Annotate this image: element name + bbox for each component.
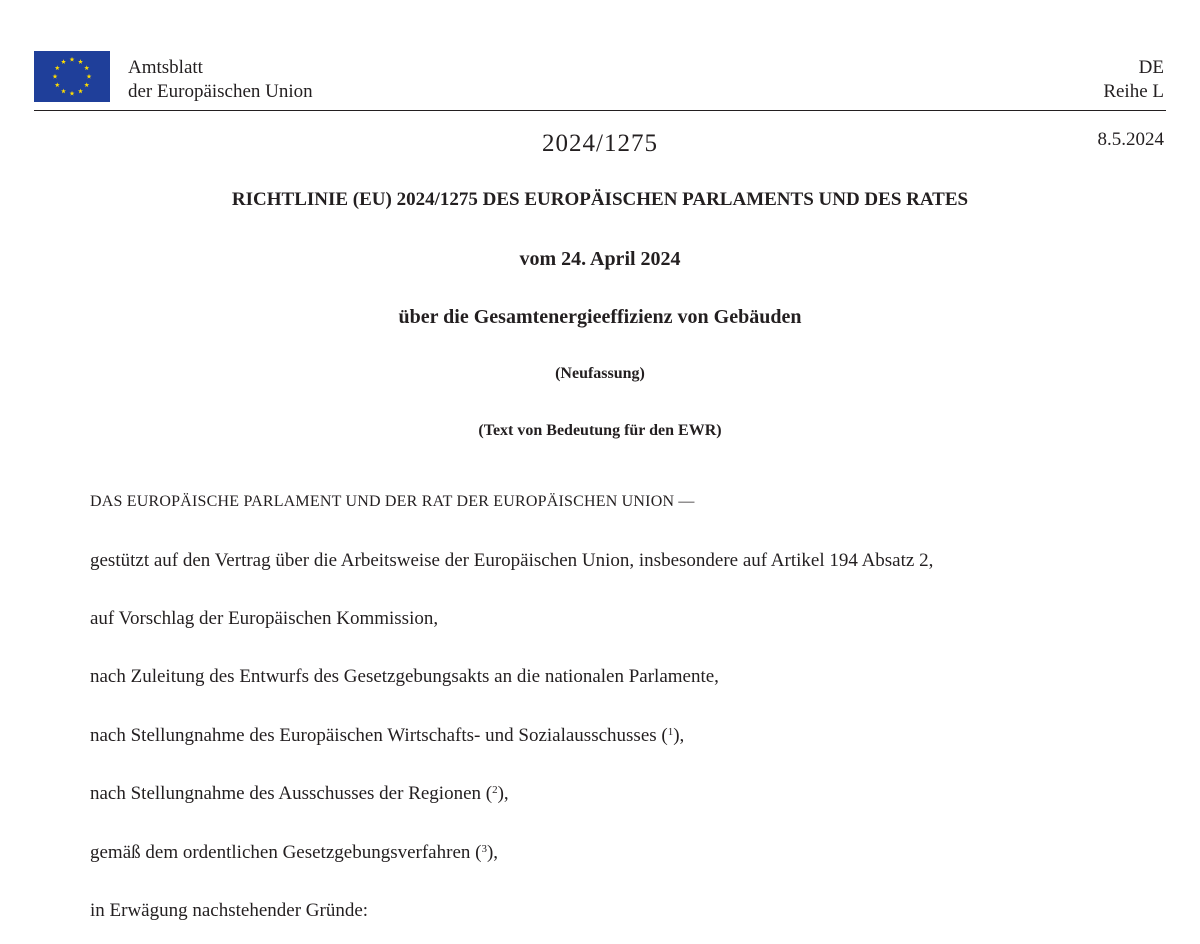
citation-text: nach Stellungnahme des Europäischen Wirtschafts- und Sozialausschusses ( [90, 725, 668, 746]
citation-text-end: ), [486, 842, 499, 863]
journal-title [128, 56, 313, 104]
preamble-intro: DAS EUROPÄISCHE PARLAMENT UND DER RAT DER EUROPÄISCHEN UNION — [90, 493, 695, 510]
footnote-reference[interactable]: 2 [492, 784, 498, 796]
header-divider [34, 110, 1166, 111]
citation-line [90, 723, 684, 749]
citation-line [90, 898, 368, 924]
citation-line [90, 606, 438, 632]
document-title: RICHTLINIE (EU) 2024/1275 DES EUROPÄISCHEN PARLAMENTS UND DES RATES [231, 189, 969, 210]
citation-line [90, 548, 933, 574]
footnote-reference[interactable]: 1 [667, 726, 674, 738]
eea-relevance-note: (Text von Bedeutung für den EWR) [478, 422, 722, 439]
footnote-reference[interactable]: 3 [481, 843, 487, 855]
document-number: 2024/1275 [542, 130, 658, 157]
language-series [1103, 56, 1164, 104]
journal-title-line2: der Europäischen Union [128, 81, 313, 102]
series-label: Reihe L [1103, 81, 1164, 102]
eu-flag-icon [34, 51, 110, 102]
citation-text: nach Stellungnahme des Ausschusses der Regionen ( [90, 783, 493, 804]
eu-flag-graphic [34, 51, 110, 102]
citation-text: gemäß dem ordentlichen Gesetzgebungsverfahren ( [90, 842, 482, 863]
citation-line [90, 664, 719, 690]
journal-title-line1: Amtsblatt [128, 57, 203, 78]
publication-date: 8.5.2024 [1097, 129, 1164, 150]
language-code: DE [1138, 57, 1164, 78]
citation-text: in Erwägung nachstehender Gründe: [90, 900, 369, 921]
citation-text-end: ), [497, 783, 509, 804]
citation-text: nach Zuleitung des Entwurfs des Gesetzgebungsakts an die nationalen Parlamente, [90, 666, 719, 687]
citation-text-end: ), [673, 725, 685, 746]
adoption-date: vom 24. April 2024 [519, 248, 681, 270]
citation-line [90, 781, 509, 807]
recast-note: (Neufassung) [555, 365, 645, 382]
citation-text: auf Vorschlag der Europäischen Kommission, [90, 608, 439, 629]
citation-text: gestützt auf den Vertrag über die Arbeitsweise der Europäischen Union, insbesondere auf Artikel 194 Absatz 2, [90, 550, 934, 571]
citation-line [90, 840, 498, 866]
document-subject: über die Gesamtenergieeffizienz von Gebäuden [398, 306, 802, 328]
